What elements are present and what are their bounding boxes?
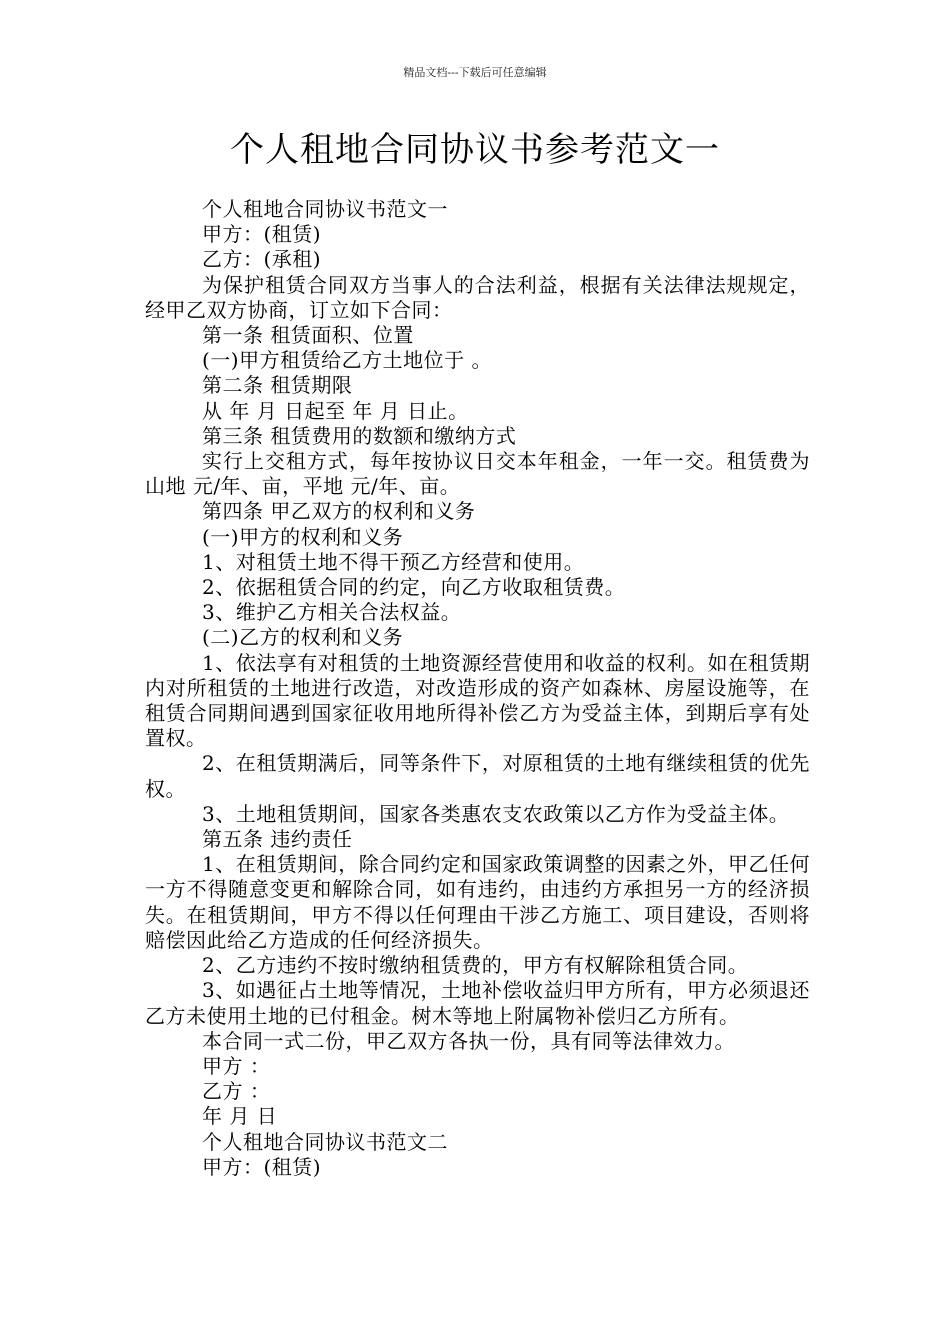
paragraph: 3、维护乙方相关合法权益。 <box>202 600 462 625</box>
paragraph: 本合同一式二份，甲乙双方各执一份，具有同等法律效力。 <box>202 1028 735 1053</box>
paragraph: 第三条 租赁费用的数额和缴纳方式 <box>202 423 517 448</box>
paragraph: 2、依据租赁合同的约定，向乙方收取租赁费。 <box>202 575 626 600</box>
paragraph: 年 月 日 <box>202 1104 278 1129</box>
paragraph: 第五条 违约责任 <box>202 827 353 852</box>
paragraph: 个人租地合同协议书范文二 <box>202 1129 448 1154</box>
paragraph: (二)乙方的权利和义务 <box>202 625 404 650</box>
paragraph: (一)甲方的权利和义务 <box>202 524 404 549</box>
paragraph: (一)甲方租赁给乙方土地位于 。 <box>202 348 492 373</box>
paragraph: 第四条 甲乙双方的权利和义务 <box>202 499 476 524</box>
paragraph: 为保护租赁合同双方当事人的合法利益，根据有关法律法规规定，经甲乙双方协商，订立如下合同： <box>145 272 810 322</box>
paragraph: 实行上交租方式，每年按协议日交本年租金，一年一交。租赁费为山地 元/年、亩，平地 元/年、亩。 <box>145 449 810 499</box>
paragraph: 个人租地合同协议书范文一 <box>202 197 448 221</box>
document-body <box>145 197 810 1180</box>
paragraph: 甲方 ： <box>202 1053 271 1078</box>
paragraph: 乙方 ： <box>202 1079 271 1104</box>
paragraph: 3、土地租赁期间，国家各类惠农支农政策以乙方作为受益主体。 <box>202 801 790 826</box>
paragraph: 2、乙方违约不按时缴纳租赁费的，甲方有权解除租赁合同。 <box>202 953 749 978</box>
header-note: 精品文档---下载后可任意编辑 <box>403 66 547 79</box>
paragraph: 2、在租赁期满后，同等条件下，对原租赁的土地有继续租赁的优先权。 <box>145 751 810 801</box>
paragraph: 1、依法享有对租赁的土地资源经营使用和收益的权利。如在租赁期内对所租赁的土地进行改造，对改造形成的资产如森林、房屋设施等，在租赁合同期间遇到国家征收用地所得补偿乙方为受益主体，到期后享有处置权。 <box>145 650 810 751</box>
paragraph: 1、在租赁期间，除合同约定和国家政策调整的因素之外，甲乙任何一方不得随意变更和解除合同，如有违约，由违约方承担另一方的经济损失。在租赁期间，甲方不得以任何理由干涉乙方施工、项目建设，否则将赔偿因此给乙方造成的任何经济损失。 <box>145 852 810 952</box>
paragraph: 乙方：(承租) <box>202 247 322 272</box>
paragraph: 第二条 租赁期限 <box>202 373 353 398</box>
paragraph: 第一条 租赁面积、位置 <box>202 323 414 348</box>
paragraph: 甲方：(租赁) <box>202 1154 322 1179</box>
paragraph: 甲方：(租赁) <box>202 222 322 247</box>
paragraph: 从 年 月 日起至 年 月 日止。 <box>202 398 469 423</box>
paragraph: 1、对租赁土地不得干预乙方经营和使用。 <box>202 549 585 574</box>
page-title: 个人租地合同协议书参考范文一 <box>230 130 720 170</box>
paragraph: 3、如遇征占土地等情况，土地补偿收益归甲方所有，甲方必须退还乙方未使用土地的已付租金。树木等地上附属物补偿归乙方所有。 <box>145 978 810 1028</box>
